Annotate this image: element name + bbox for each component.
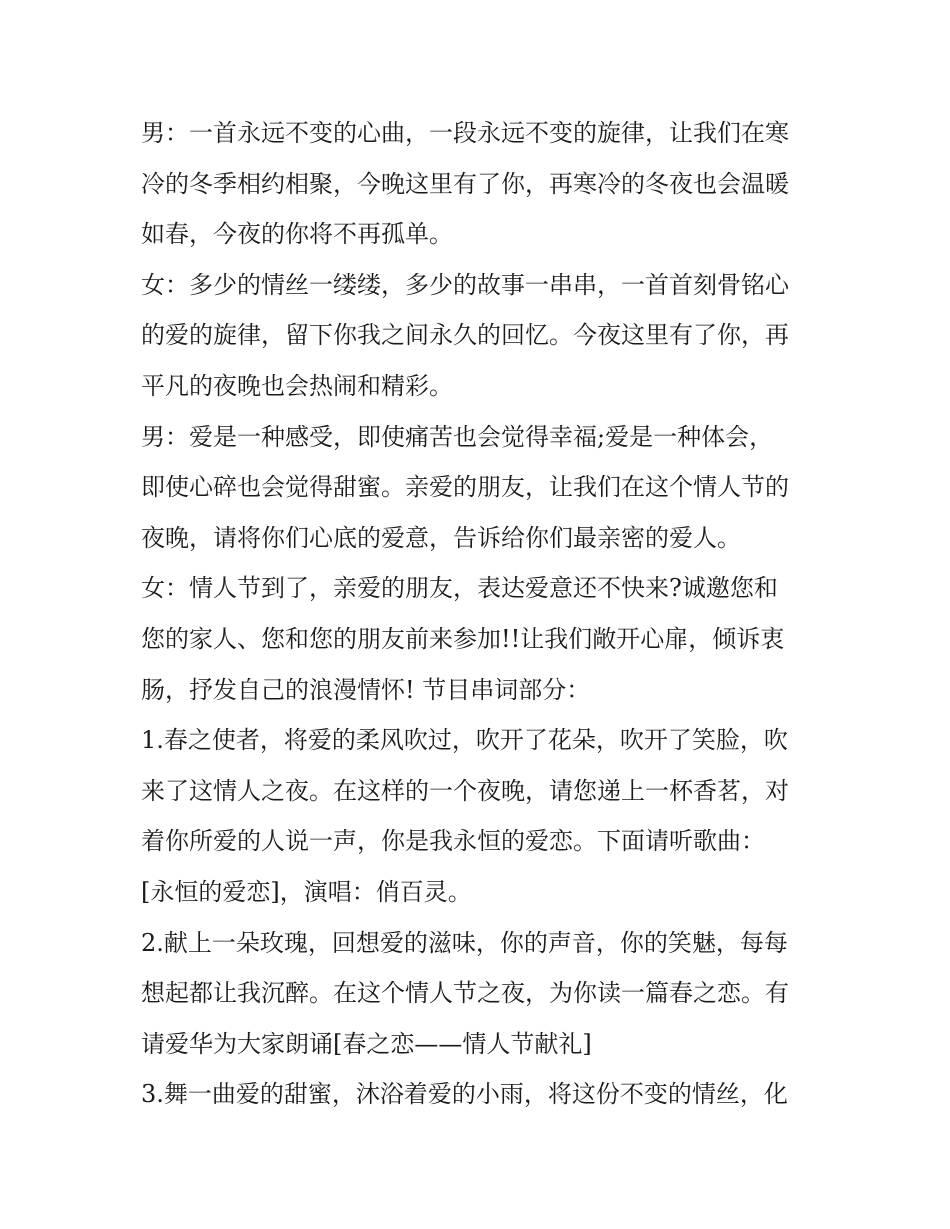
text-line: 肠，抒发自己的浪漫情怀! 节目串词部分： [141, 675, 591, 704]
text-line: 1.春之使者，将爱的柔风吹过，吹开了花朵，吹开了笑脸，吹 [141, 726, 788, 755]
text-line: [永恒的爱恋]，演唱：俏百灵。 [141, 877, 472, 906]
text-line: 2.献上一朵玫瑰，回想爱的滋味，你的声音，你的笑魅，每每 [141, 928, 788, 957]
text-line: 您的家人、您和您的朋友前来参加!!让我们敞开心扉，倾诉衷 [141, 624, 785, 653]
text-line: 男：一首永远不变的心曲，一段永远不变的旋律，让我们在寒 [141, 119, 789, 147]
text-line: 如春，今夜的你将不再孤单。 [141, 220, 453, 249]
text-line: 3.舞一曲爱的甜蜜，沐浴着爱的小雨，将这份不变的情丝，化 [141, 1080, 788, 1109]
text-line: 请爱华为大家朗诵[春之恋——情人节献礼] [141, 1029, 592, 1058]
document-body [141, 108, 821, 1120]
text-line: 着你所爱的人说一声，你是我永恒的爱恋。下面请听歌曲： [141, 827, 765, 856]
text-line: 男：爱是一种感受，即使痛苦也会觉得幸福;爱是一种体会， [141, 422, 774, 451]
text-line: 平凡的夜晚也会热闹和精彩。 [141, 371, 453, 400]
text-line: 夜晚，请将你们心底的爱意，告诉给你们最亲密的爱人。 [141, 523, 741, 552]
text-line: 即使心碎也会觉得甜蜜。亲爱的朋友，让我们在这个情人节的 [141, 473, 789, 502]
text-line: 冷的冬季相约相聚，今晚这里有了你，再寒冷的冬夜也会温暖 [141, 169, 789, 198]
text-line: 来了这情人之夜。在这样的一个夜晚，请您递上一杯香茗，对 [141, 776, 789, 805]
text-line: 女：情人节到了，亲爱的朋友，表达爱意还不快来?诚邀您和 [141, 574, 778, 603]
text-line: 的爱的旋律，留下你我之间永久的回忆。今夜这里有了你，再 [141, 321, 789, 350]
text-line: 想起都让我沉醉。在这个情人节之夜，为你读一篇春之恋。有 [141, 979, 789, 1008]
text-line: 女：多少的情丝一缕缕，多少的故事一串串，一首首刻骨铭心 [141, 270, 789, 299]
